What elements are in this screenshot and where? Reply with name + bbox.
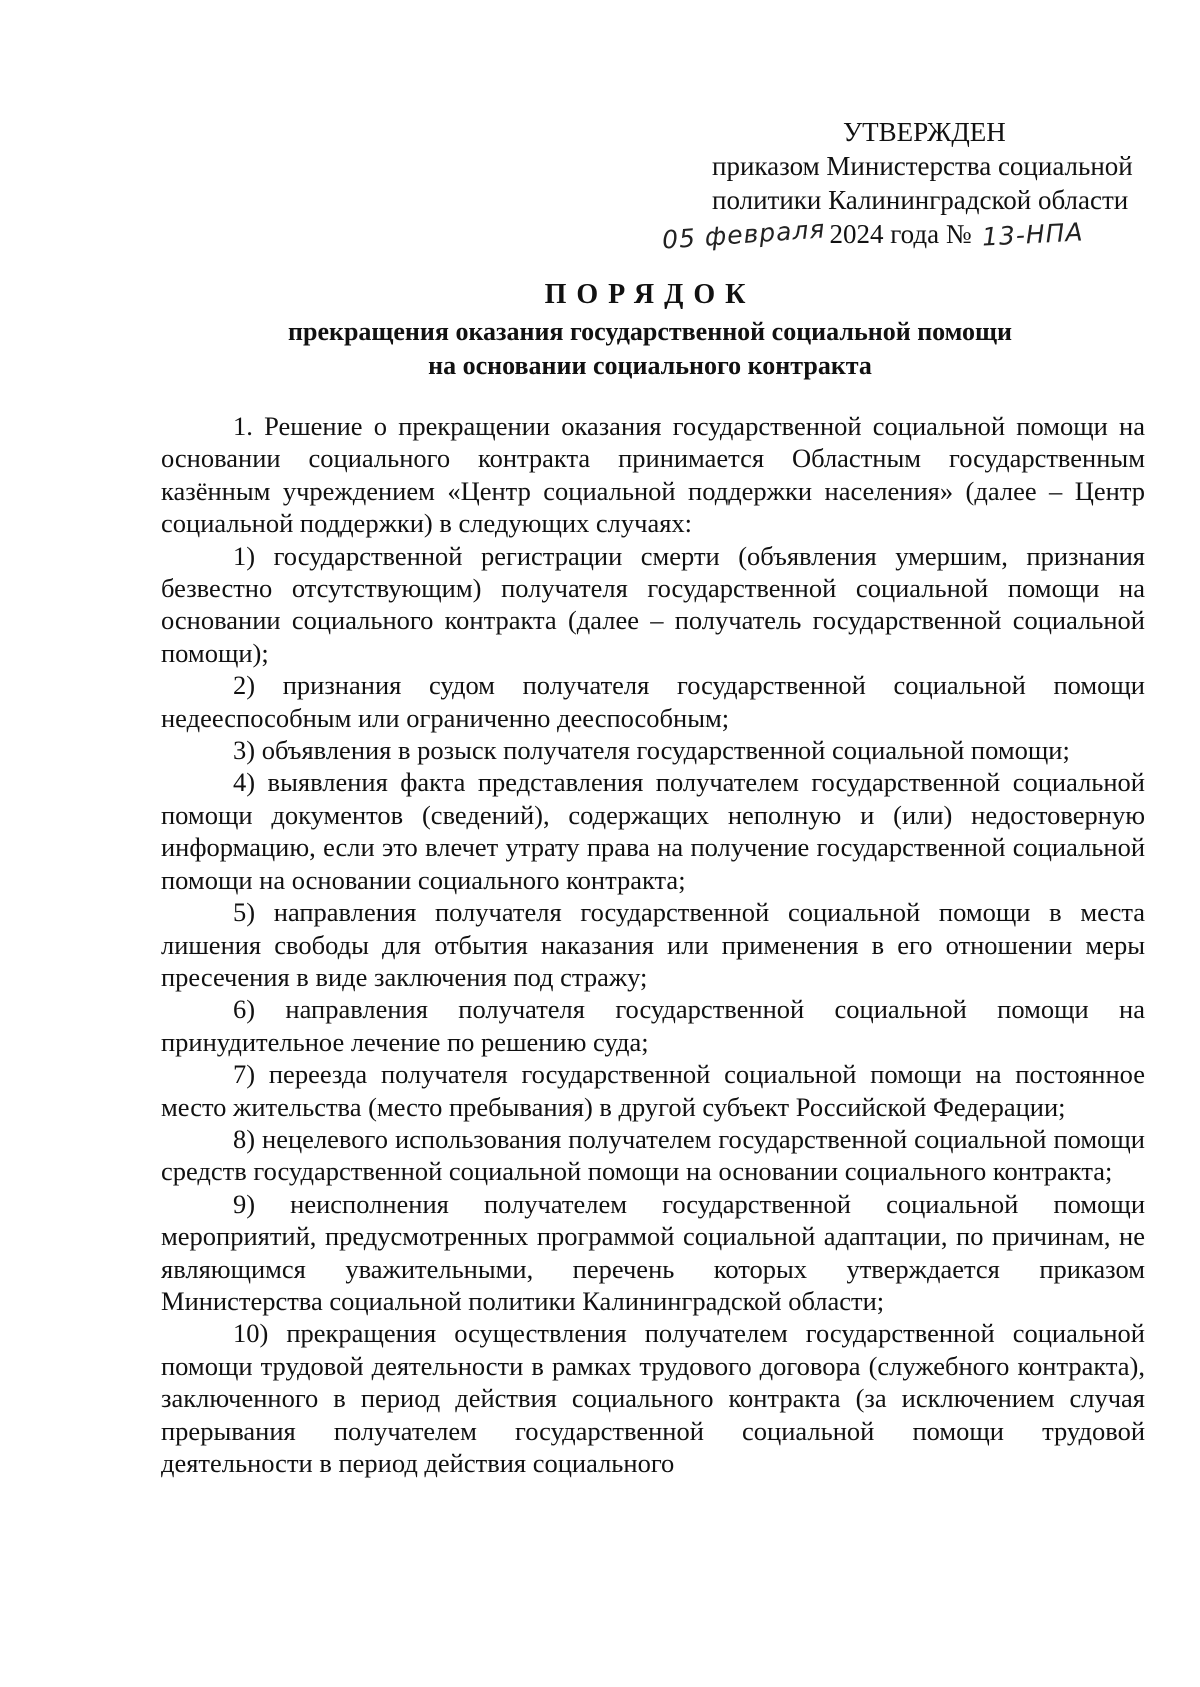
approval-date-printed: 2024 года № — [829, 219, 972, 249]
document-body — [161, 410, 1145, 1479]
title-subtitle-1: прекращения оказания государственной социальной помощи — [288, 317, 1012, 346]
list-item-2: 2) признания судом получателя государственной социальной помощи недееспособным или ограниченно дееспособным; — [161, 670, 1145, 733]
approval-date-line — [661, 214, 1152, 255]
list-item-10: 10) прекращения осуществления получателем государственной социальной помощи трудовой деятельности в рамках трудового договора (служебного контракта), заключенного в период действия социального контракта (за исключением случая прерывания получателем государственной социальной помощи трудовой деятельности в период действия социального — [161, 1318, 1145, 1478]
list-item-3: 3) объявления в розыск получателя государственной социальной помощи; — [233, 735, 1070, 766]
title-subtitle-2: на основании социального контракта — [428, 351, 872, 380]
list-item-6: 6) направления получателя государственной социальной помощи на принудительное лечение по решению суда; — [161, 994, 1145, 1057]
document-title — [150, 275, 1150, 383]
handwritten-date: 05 февраля — [661, 214, 827, 255]
approval-line-2: политики Калининградской области — [712, 185, 1129, 215]
approval-stamp-block — [661, 115, 1152, 255]
title-main: ПОРЯДОК — [544, 279, 756, 310]
approval-heading: УТВЕРЖДЕН — [843, 117, 1006, 147]
list-item-7: 7) переезда получателя государственной социальной помощи на постоянное место жительства (место пребывания) в другой субъект Российской Федерации; — [161, 1059, 1145, 1122]
handwritten-number: 13-НПА — [980, 217, 1084, 252]
paragraph-1: 1. Решение о прекращении оказания государственной социальной помощи на основании социального контракта принимается Областным государственным казённым учреждением «Центр социальной поддержки населения» (далее – Центр социальной поддержки) в следующих случаях: — [161, 411, 1145, 539]
list-item-4: 4) выявления факта представления получателем государственной социальной помощи документов (сведений), содержащих неполную и (или) недостоверную информацию, если это влечет утрату права на получение государственной социальной помощи на основании социального контракта; — [161, 767, 1145, 895]
list-item-1: 1) государственной регистрации смерти (объявления умершим, признания безвестно отсутствующим) получателя государственной социальной помощи на основании социального контракта (далее – получатель государственной социальной помощи); — [161, 540, 1145, 668]
list-item-8: 8) нецелевого использования получателем государственной социальной помощи средств государственной социальной помощи на основании социального контракта; — [161, 1123, 1145, 1187]
list-item-9: 9) неисполнения получателем государственной социальной помощи мероприятий, предусмотренных программой социальной адаптации, по причинам, не являющимся уважительными, перечень которых утверждается приказом Министерства социальной политики Калининградской области; — [161, 1188, 1145, 1316]
list-item-5: 5) направления получателя государственной социальной помощи в места лишения свободы для отбытия наказания или применения в его отношении меры пресечения в виде заключения под стражу; — [161, 897, 1145, 992]
approval-line-1: приказом Министерства социальной — [712, 151, 1133, 181]
